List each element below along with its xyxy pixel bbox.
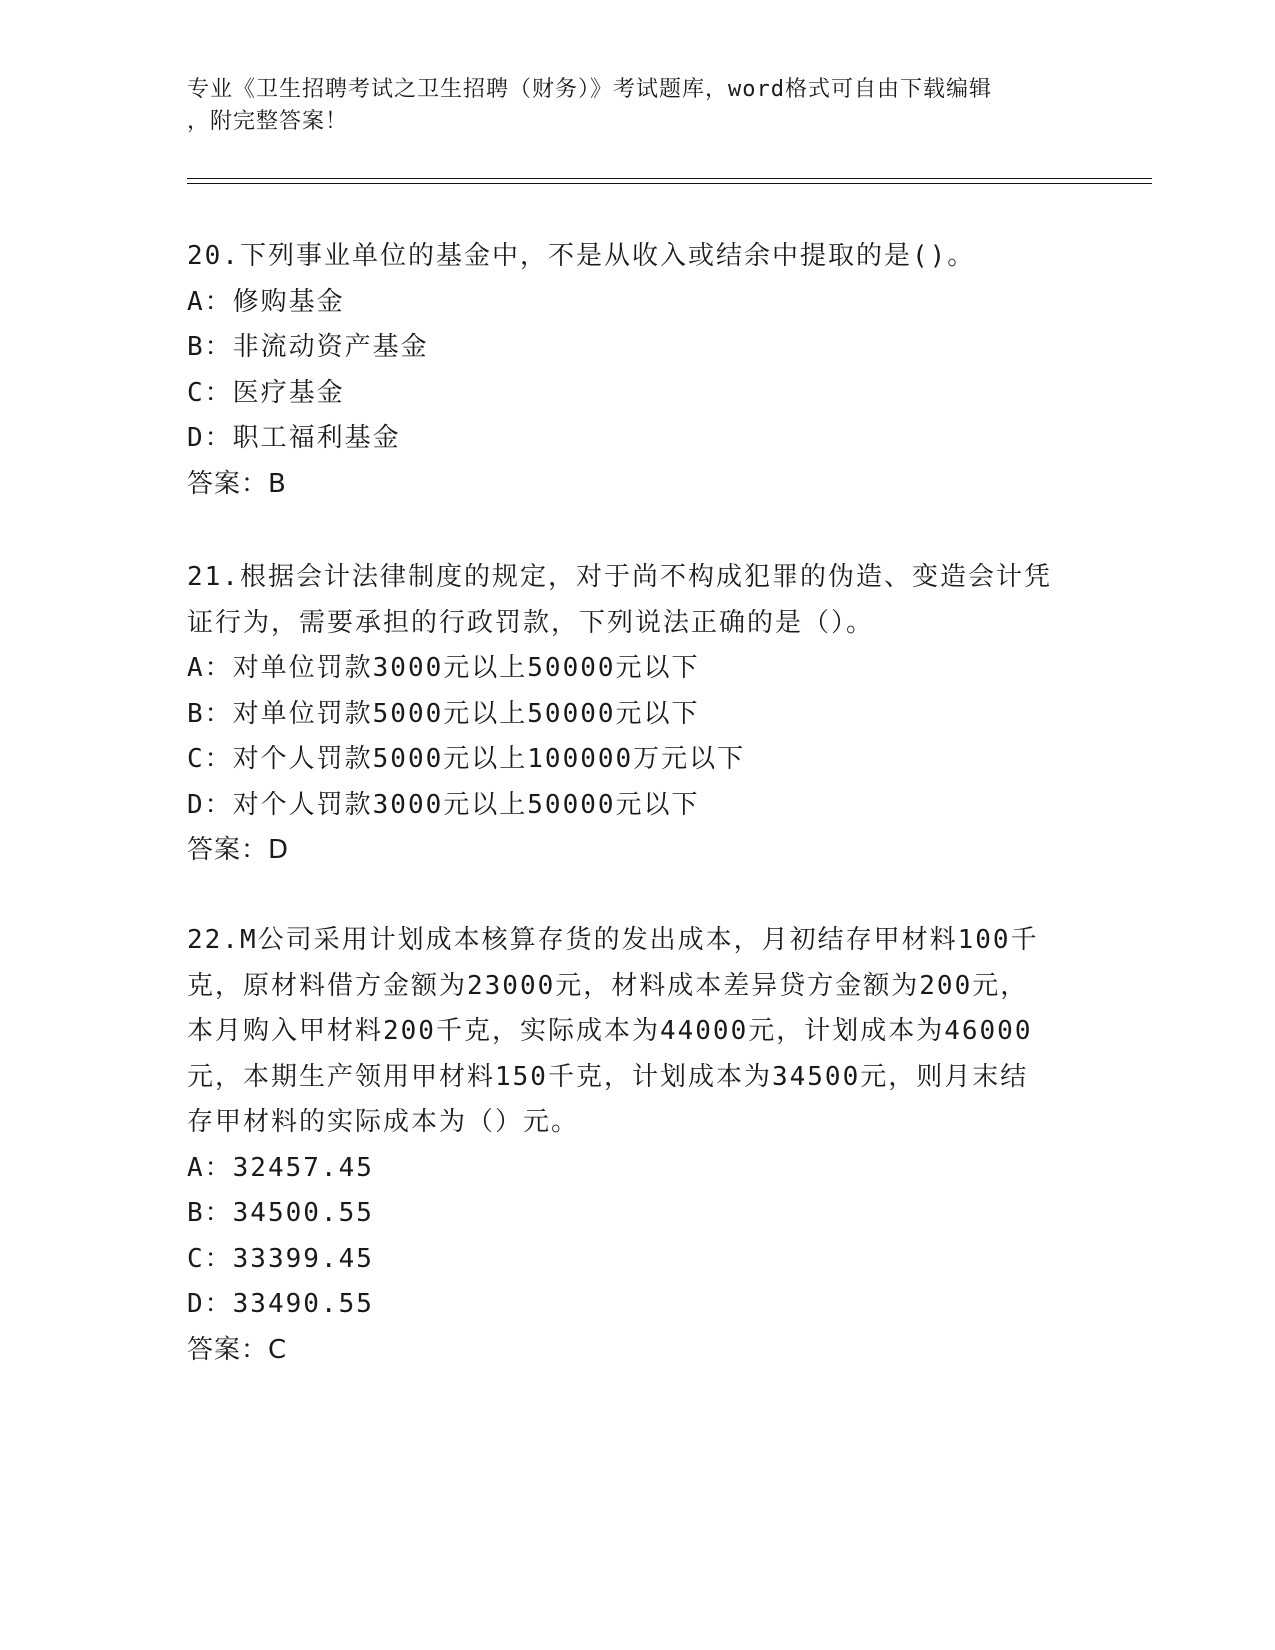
option-c: C：医疗基金	[187, 377, 345, 408]
question-stem: 20.下列事业单位的基金中，不是从收入或结余中提取的是()。	[187, 241, 976, 271]
question-stem-line-4: 元，本期生产领用甲材料150千克，计划成本为34500元，则月末结	[187, 1061, 1029, 1092]
question-stem-line-5: 存甲材料的实际成本为（）元。	[187, 1107, 580, 1137]
option-a: A：对单位罚款3000元以上50000元以下	[187, 653, 700, 683]
question-21	[187, 555, 1087, 874]
question-20	[187, 234, 1087, 507]
header-line-1: 专业《卫生招聘考试之卫生招聘（财务）》考试题库，word格式可自由下载编辑	[187, 77, 992, 102]
option-a: A：修购基金	[187, 286, 345, 317]
document-header	[187, 74, 1087, 138]
option-b: B：非流动资产基金	[187, 332, 429, 362]
answer: 答案：D	[187, 835, 290, 865]
question-stem-line-1: 22.M公司采用计划成本核算存货的发出成本，月初结存甲材料100千	[187, 925, 1039, 955]
question-stem-line-2: 证行为，需要承担的行政罚款，下列说法正确的是（）。	[187, 607, 875, 638]
option-b: B：34500.55	[187, 1198, 374, 1228]
option-a: A：32457.45	[187, 1152, 374, 1183]
option-d: D：对个人罚款3000元以上50000元以下	[187, 789, 700, 820]
question-22	[187, 918, 1087, 1373]
header-line-2: ，附完整答案！	[187, 109, 349, 134]
header-rule-bottom	[187, 183, 1152, 184]
option-b: B：对单位罚款5000元以上50000元以下	[187, 698, 700, 729]
answer: 答案：B	[187, 468, 287, 499]
option-d: D：职工福利基金	[187, 423, 401, 453]
question-stem-line-1: 21.根据会计法律制度的规定，对于尚不构成犯罪的伪造、变造会计凭	[187, 562, 1052, 592]
question-stem-line-3: 本月购入甲材料200千克，实际成本为44000元，计划成本为46000	[187, 1016, 1033, 1046]
option-c: C：33399.45	[187, 1243, 374, 1274]
header-rule-top	[187, 178, 1152, 179]
question-stem-line-2: 克，原材料借方金额为23000元，材料成本差异贷方金额为200元，	[187, 970, 1029, 1001]
answer: 答案：C	[187, 1334, 288, 1365]
option-d: D：33490.55	[187, 1289, 374, 1319]
option-c: C：对个人罚款5000元以上100000万元以下	[187, 744, 746, 774]
